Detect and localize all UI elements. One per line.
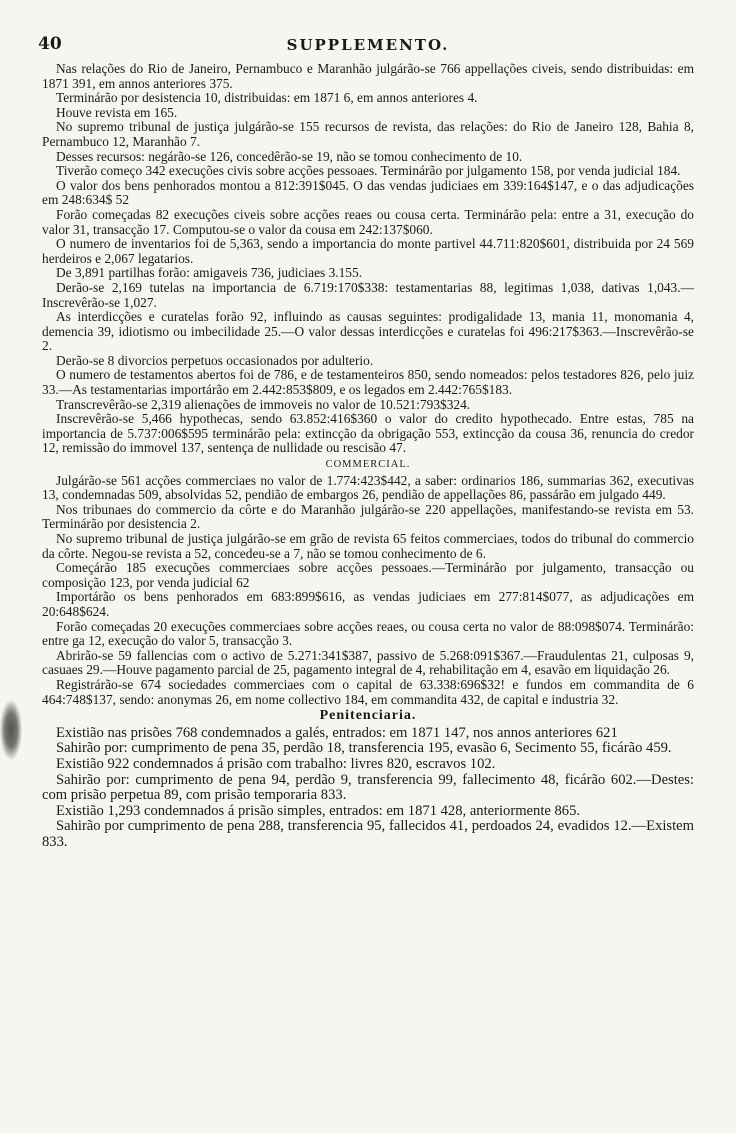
paragraph: Derão-se 2,169 tutelas na importancia de 6.719:170$338: testamentarias 88, legitimas 1,038, dativas 1,043.—Inscrevêrão-se 1,027. <box>42 279 694 310</box>
page-number: 40 <box>38 34 62 54</box>
paragraph: No supremo tribunal de justiça julgárão-se 155 recursos de revista, das relações: do Rio de Janeiro 128, Bahia 8, Pernambuco 12, Maranhão 7. <box>42 119 694 149</box>
paragraph: Existião 922 condemnados á prisão com trabalho: livres 820, escravos 102. <box>56 755 496 772</box>
paragraph: Forão começadas 82 execuções civeis sobre acções reaes ou cousa certa. Terminárão pela: entre a 31, execução do valor 31, transacção 17. Computou-se o valor da cousa em 242:137$060. <box>42 206 694 237</box>
document-body <box>42 62 694 850</box>
paragraph: Derão-se 8 divorcios perpetuos occasionados por adulterio. <box>56 352 374 368</box>
paragraph: O numero de testamentos abertos foi de 786, e de testamenteiros 850, sendo nomeados: pelos testadores 826, pelo juiz 33.—As testamentarias importárão em 2.442:853$809, e os legados em 2.442:765$183. <box>42 367 694 398</box>
paragraph: Sahirão por: cumprimento de pena 94, perdão 9, transferencia 99, fallecimento 48, ficárão 602.—Destes: com prisão perpetua 89, com prisão temporaria 833. <box>42 771 694 804</box>
paragraph: Sahirão por cumprimento de pena 288, transferencia 95, fallecidos 41, perdoados 24, evadidos 12.—Existem 833. <box>42 818 694 850</box>
paragraph: Forão começadas 20 execuções commerciaes sobre acções reaes, ou cousa certa no valor de 88:098$074. Terminárão: entre ga 12, execução do valor 5, transacção 3. <box>42 618 694 649</box>
paragraph: Existião 1,293 condemnados á prisão simples, entrados: em 1871 428, anteriormente 865. <box>56 802 581 819</box>
paragraph: Desses recursos: negárão-se 126, concedêrão-se 19, não se tomou conhecimento de 10. <box>56 148 523 164</box>
paragraph: Começárão 185 execuções commerciaes sobre acções pessoaes.—Terminárão por julgamento, transacção ou composição 123, por venda judicial 62 <box>42 560 694 590</box>
paragraph: Nos tribunaes do commercio da côrte e do Maranhão julgárão-se 220 appellações, manifestando-se revista em 53. Terminárão por desistencia 2. <box>42 501 694 532</box>
paragraph: Houve revista em 165. <box>56 104 178 120</box>
page-header <box>38 34 698 56</box>
paragraph: Julgárão-se 561 acções commerciaes no valor de 1.774:423$442, a saber: ordinarios 186, summarias 362, executivas 13, condemnadas 509, absolvidas 52, pendião de embargos 26, pendião de appellações 86, passárão em julgado 449. <box>42 472 694 503</box>
paragraph: Registrárão-se 674 sociedades commerciaes com o capital de 63.338:696$32! e fundos em commandita de 6 464:748$137, sendo: anonymas 26, em nome collectivo 184, em commandita 432, de capital e industria 32. <box>42 676 694 707</box>
paragraph: Tiverão começo 342 execuções civis sobre acções pessoaes. Terminárão por julgamento 158, por venda judicial 184. <box>56 163 681 179</box>
paragraph: O valor dos bens penhorados montou a 812:391$045. O das vendas judiciaes em 339:164$147, e o das adjudicações em 248:634$ 52 <box>42 177 694 208</box>
paragraph: Abrirão-se 59 fallencias com o activo de 5.271:341$387, passivo de 5.268:091$367.—Fraudulentas 21, culposas 9, casuaes 29.—Houve pagamento parcial de 25, pagamento integral de 4, rehabilitação em 4, esavão em liquidação 26. <box>42 647 694 678</box>
paragraph: Sahirão por: cumprimento de pena 35, perdão 18, transferencia 195, evasão 6, Secimento 55, ficárão 459. <box>56 740 672 757</box>
running-title: SUPPLEMENTO. <box>286 36 450 54</box>
penitenciaria-section <box>42 726 694 851</box>
paragraph: Nas relações do Rio de Janeiro, Pernambuco e Maranhão julgárão-se 766 appellações civeis, sendo distribuidas: em 1871 391, em annos anteriores 375. <box>42 61 694 91</box>
commercial-heading: COMMERCIAL. <box>325 459 411 471</box>
ink-stain <box>0 700 22 760</box>
paragraph: De 3,891 partilhas forão: amigaveis 736, judiciaes 3.155. <box>56 265 363 281</box>
penitenciaria-heading: Penitenciaria. <box>319 708 417 724</box>
civil-section <box>42 62 694 456</box>
paragraph: O numero de inventarios foi de 5,363, sendo a importancia do monte partivel 44.711:820$601, distribuida por 24 569 herdeiros e 2,067 legatarios. <box>42 236 694 266</box>
paragraph: As interdicções e curatelas forão 92, influindo as causas seguintes: prodigalidade 13, mania 11, monomania 4, demencia 39, idiotismo ou imbecilidade 25.—O valor dessas interdicções e curatelas foi 496:217$363.—Inscrevêrão-se 2. <box>42 309 694 354</box>
paragraph: No supremo tribunal de justiça julgárão-se em grão de revista 65 feitos commerciaes, todos do tribunal do commercio da côrte. Negou-se revista a 52, concedeu-se a 7, não se tomou conhecimento de 6. <box>42 531 694 561</box>
commercial-section <box>42 474 694 708</box>
paragraph: Importárão os bens penhorados em 683:899$616, as vendas judiciaes em 277:814$077, as adjudicações em 20:648$624. <box>42 589 694 619</box>
paragraph: Inscrevêrão-se 5,466 hypothecas, sendo 63.852:416$360 o valor do credito hypothecado. Entre estas, 785 na importancia de 5.737:006$595 terminárão pela: extincção da obrigação 553, extincção da cousa 36, renuncia do credor 12, remissão do immovel 137, sentença de nullidade ou rescisão 47. <box>42 411 694 456</box>
paragraph: Transcrevêrão-se 2,319 alienações de immoveis no valor de 10.521:793$324. <box>56 396 471 412</box>
paragraph: Terminárão por desistencia 10, distribuidas: em 1871 6, em annos anteriores 4. <box>56 90 478 106</box>
paragraph: Existião nas prisões 768 condemnados a galés, entrados: em 1871 147, nos annos anteriores 621 <box>56 724 618 741</box>
